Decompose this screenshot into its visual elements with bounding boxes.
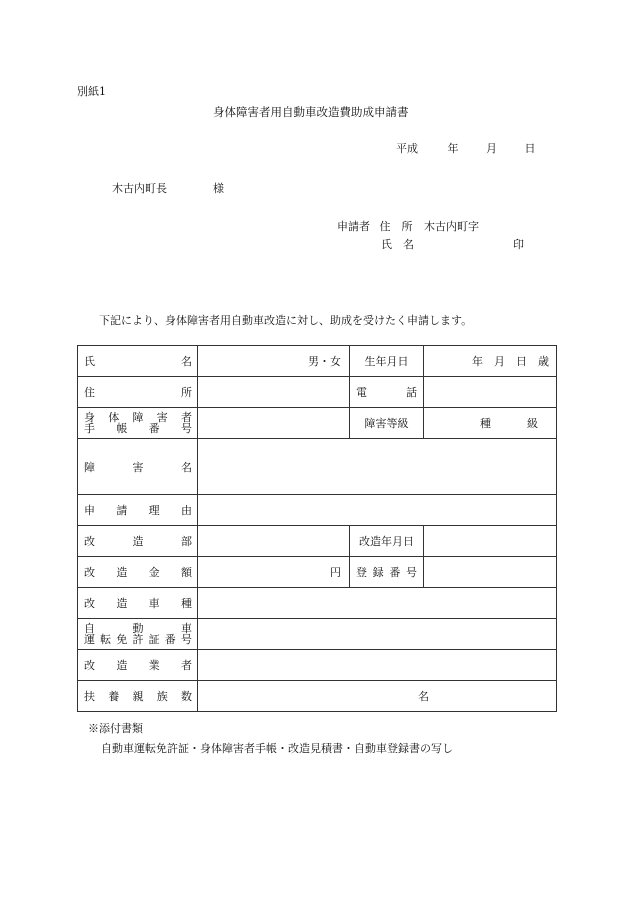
part-label-cell	[78, 526, 198, 557]
applicant-address-value: 木古内町字	[424, 220, 479, 233]
contractor-label: 改 造 業 者	[84, 659, 192, 672]
table-row	[78, 557, 557, 588]
reason-label: 申 請 理 由	[84, 504, 192, 517]
handbook-label: 身 体 障 害 者 手 帳 番 号	[84, 411, 192, 435]
date-line	[396, 142, 536, 155]
table-row	[78, 346, 557, 377]
table-row	[78, 495, 557, 526]
reg-value-cell[interactable]	[424, 557, 557, 588]
recipient-name: 木古内町長	[112, 182, 167, 195]
handbook-value-cell[interactable]	[198, 408, 350, 439]
disability-value-cell[interactable]	[198, 439, 557, 495]
table-row	[78, 439, 557, 495]
attachments-heading: ※添付書類	[88, 722, 143, 735]
amount-value-cell[interactable]	[198, 557, 350, 588]
handbook-label-cell	[78, 408, 198, 439]
reg-label-cell	[350, 557, 424, 588]
reason-value-cell[interactable]	[198, 495, 557, 526]
vehicle-label-cell	[78, 588, 198, 619]
table-row	[78, 650, 557, 681]
disability-label-cell	[78, 439, 198, 495]
dependents-unit: 名	[418, 690, 429, 703]
license-label: 自 動 車 運 転 免 許 証 番 号	[84, 622, 192, 646]
reason-label-cell	[78, 495, 198, 526]
date-month: 月	[486, 142, 497, 155]
contractor-value-cell[interactable]	[198, 650, 557, 681]
recipient-honorific: 様	[213, 182, 224, 195]
table-row	[78, 619, 557, 650]
applicant-label: 申請者	[337, 220, 370, 233]
birth-label: 生年月日	[364, 355, 409, 368]
birth-value-cell[interactable]	[424, 346, 557, 377]
application-form-table	[77, 345, 557, 712]
disability-label: 障 害 名	[84, 460, 192, 474]
recipient	[112, 182, 224, 195]
amount-unit: 円	[330, 566, 341, 579]
date-year: 年	[447, 142, 459, 155]
part-label: 改 造 部	[84, 535, 192, 548]
vehicle-label: 改 造 車 種	[84, 597, 192, 610]
reg-label: 登 録 番 号	[356, 566, 417, 579]
sheet-id: 別紙1	[77, 85, 106, 98]
phone-label-cell	[350, 377, 424, 408]
grade-value-cell[interactable]	[424, 408, 557, 439]
grade-unit: 級	[527, 417, 538, 430]
seal-mark: 印	[513, 238, 524, 251]
grade-label-cell	[350, 408, 424, 439]
date-day: 日	[524, 142, 536, 155]
table-row	[78, 681, 557, 712]
birth-units: 年 月 日 歳	[472, 355, 549, 368]
document-title: 身体障害者用自動車改造費助成申請書	[213, 105, 409, 119]
mod-date-label-cell	[350, 526, 424, 557]
birth-label-cell	[350, 346, 424, 377]
contractor-label-cell	[78, 650, 198, 681]
table-row	[78, 377, 557, 408]
phone-label: 電 話	[356, 386, 417, 399]
applicant-address-line	[337, 220, 479, 233]
applicant-address-label: 住 所	[379, 220, 413, 233]
table-row	[78, 588, 557, 619]
mod-date-label: 改造年月日	[359, 535, 414, 548]
phone-value-cell[interactable]	[424, 377, 557, 408]
vehicle-value-cell[interactable]	[198, 588, 557, 619]
intro-text: 下記により、身体障害者用自動車改造に対し、助成を受けたく申請します。	[99, 314, 473, 327]
dependents-label: 扶 養 親 族 数	[84, 690, 192, 703]
gender-cell[interactable]	[198, 346, 350, 377]
grade-label: 障害等級	[364, 417, 409, 430]
address-value-cell[interactable]	[198, 377, 350, 408]
attachments-list: 自動車運転免許証・身体障害者手帳・改造見積書・自動車登録書の写し	[101, 742, 453, 755]
mod-date-value-cell[interactable]	[424, 526, 557, 557]
gender-options: 男・女	[308, 355, 341, 368]
table-row	[78, 526, 557, 557]
address-label: 住 所	[84, 386, 192, 399]
license-value-cell[interactable]	[198, 619, 557, 650]
part-value-cell[interactable]	[198, 526, 350, 557]
name-label-cell	[78, 346, 198, 377]
dependents-value-cell[interactable]	[198, 681, 557, 712]
grade-type: 種	[480, 417, 491, 430]
table-row	[78, 408, 557, 439]
amount-label-cell	[78, 557, 198, 588]
address-label-cell	[78, 377, 198, 408]
applicant-name-label: 氏 名	[381, 238, 414, 251]
name-label: 氏 名	[84, 355, 192, 368]
license-label-cell	[78, 619, 198, 650]
dependents-label-cell	[78, 681, 198, 712]
amount-label: 改 造 金 額	[84, 566, 192, 579]
date-era: 平成	[396, 142, 418, 155]
